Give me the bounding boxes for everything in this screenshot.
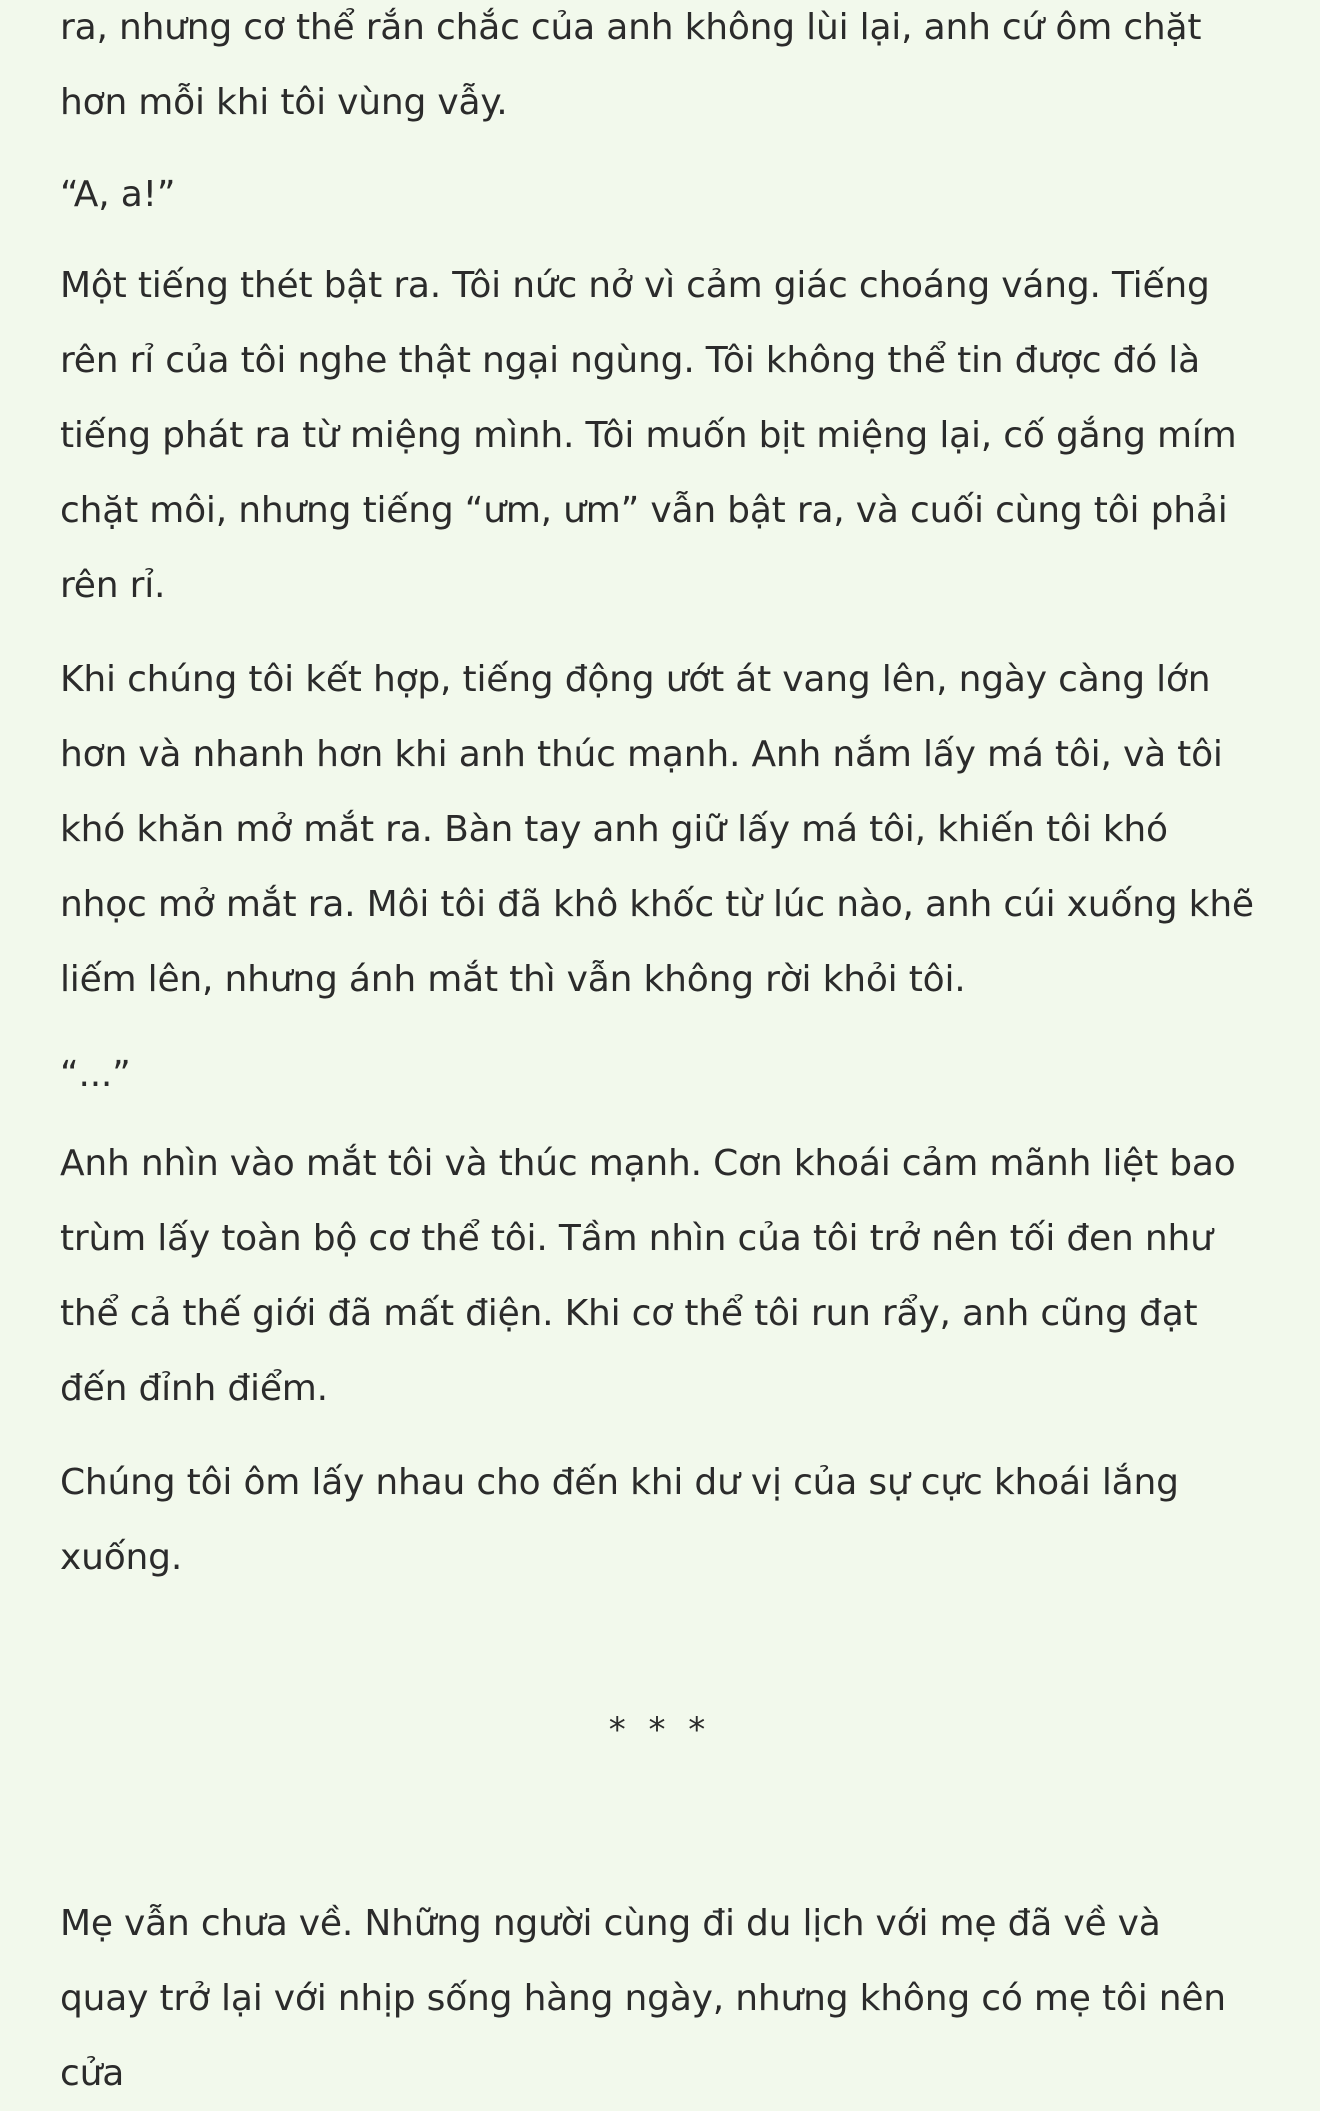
paragraph-8: Mẹ vẫn chưa về. Những người cùng đi du lịch với mẹ đã về và quay trở lại với nhịp sống hàng ngày, nhưng không có mẹ tôi nên cửa (60, 1903, 1226, 2094)
paragraph-2: “A, a!” (60, 174, 176, 215)
paragraph-4: Khi chúng tôi kết hợp, tiếng động ướt át vang lên, ngày càng lớn hơn và nhanh hơn khi anh thúc mạnh. Anh nắm lấy má tôi, và tôi khó khăn mở mắt ra. Bàn tay anh giữ lấy má tôi, khiến tôi khó nhọc mở mắt ra. Môi tôi đã khô khốc từ lúc nào, anh cúi xuống khẽ liếm lên, nhưng ánh mắt thì vẫn không rời khỏi tôi. (60, 659, 1254, 1000)
paragraph-1: ra, nhưng cơ thể rắn chắc của anh không lùi lại, anh cứ ôm chặt hơn mỗi khi tôi vùng vẫy. (60, 7, 1202, 123)
paragraph-3: Một tiếng thét bật ra. Tôi nức nở vì cảm giác choáng váng. Tiếng rên rỉ của tôi nghe thật ngại ngùng. Tôi không thể tin được đó là tiếng phát ra từ miệng mình. Tôi muốn bịt miệng lại, cố gắng mím chặt môi, nhưng tiếng “ưm, ưm” vẫn bật ra, và cuối cùng tôi phải rên rỉ. (60, 265, 1237, 606)
paragraph-6: Anh nhìn vào mắt tôi và thúc mạnh. Cơn khoái cảm mãnh liệt bao trùm lấy toàn bộ cơ thể tôi. Tầm nhìn của tôi trở nên tối đen như thể cả thế giới đã mất điện. Khi cơ thể tôi run rẩy, anh cũng đạt đến đỉnh điểm. (60, 1143, 1236, 1409)
paragraph-7: Chúng tôi ôm lấy nhau cho đến khi dư vị của sự cực khoái lắng xuống. (60, 1462, 1179, 1578)
section-separator: * * * (608, 1710, 712, 1750)
paragraph-5: “...” (60, 1054, 131, 1095)
